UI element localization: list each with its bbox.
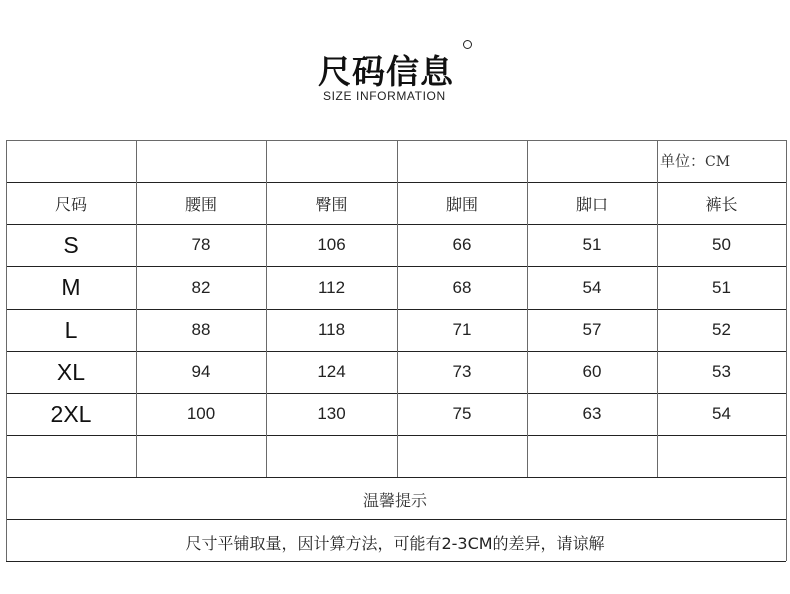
- column-header: 尺码: [54, 194, 87, 214]
- size-label: M: [61, 274, 81, 300]
- measurement-cell: 82: [191, 277, 211, 297]
- unit-label: [660, 150, 730, 171]
- page-title: 尺码信息: [318, 52, 454, 91]
- measurement-cell: 100: [186, 404, 216, 423]
- measurement-cell: 53: [712, 362, 731, 381]
- size-label: XL: [56, 358, 86, 385]
- measurement-cell: 88: [191, 320, 211, 339]
- unit-value: CM: [705, 154, 731, 170]
- measurement-cell: 50: [712, 235, 731, 254]
- measurement-cell: 60: [582, 362, 602, 381]
- tips-hline: [6, 561, 786, 562]
- measurement-cell: 73: [452, 362, 472, 381]
- measurement-cell: 51: [712, 277, 731, 297]
- measurement-cell: 78: [191, 235, 211, 254]
- table-hline: [6, 140, 786, 141]
- tips-title: 温馨提示: [362, 491, 427, 510]
- measurement-cell: 54: [712, 404, 731, 423]
- measurement-cell: 66: [452, 235, 472, 254]
- measurement-cell: 130: [317, 404, 346, 423]
- measurement-cell: 94: [191, 362, 211, 381]
- measurement-cell: 63: [582, 404, 602, 423]
- size-label: 2XL: [50, 400, 92, 427]
- tips-hline: [6, 519, 786, 520]
- measurement-cell: 118: [317, 320, 346, 339]
- table-vline: [786, 140, 787, 477]
- column-header: 腰围: [184, 194, 217, 214]
- measurement-cell: 57: [582, 320, 602, 339]
- size-label: S: [63, 231, 79, 258]
- measurement-cell: 51: [582, 235, 602, 254]
- table-hline: [6, 435, 786, 436]
- column-header: 脚围: [445, 194, 478, 214]
- measurement-cell: 68: [452, 277, 472, 297]
- measurement-cell: 112: [317, 277, 346, 297]
- measurement-cell: 71: [452, 320, 472, 339]
- measurement-cell: 124: [317, 362, 346, 381]
- tips-text: 尺寸平铺取量，因计算方法，可能有2-3CM的差异，请谅解: [185, 534, 605, 553]
- title-dot-decoration: [463, 40, 472, 49]
- header: [0, 0, 790, 130]
- column-header: 裤长: [705, 194, 738, 214]
- measurement-cell: 75: [452, 404, 472, 423]
- unit-label-text: 单位：: [660, 152, 706, 170]
- page-subtitle: SIZE INFORMATION: [323, 89, 446, 103]
- table-hline: [6, 477, 786, 478]
- column-header: 脚口: [575, 194, 608, 214]
- measurement-cell: 54: [582, 277, 602, 297]
- measurement-cell: 106: [317, 235, 346, 254]
- size-label: L: [64, 316, 78, 343]
- column-header: 臀围: [315, 194, 348, 214]
- measurement-cell: 52: [712, 320, 731, 339]
